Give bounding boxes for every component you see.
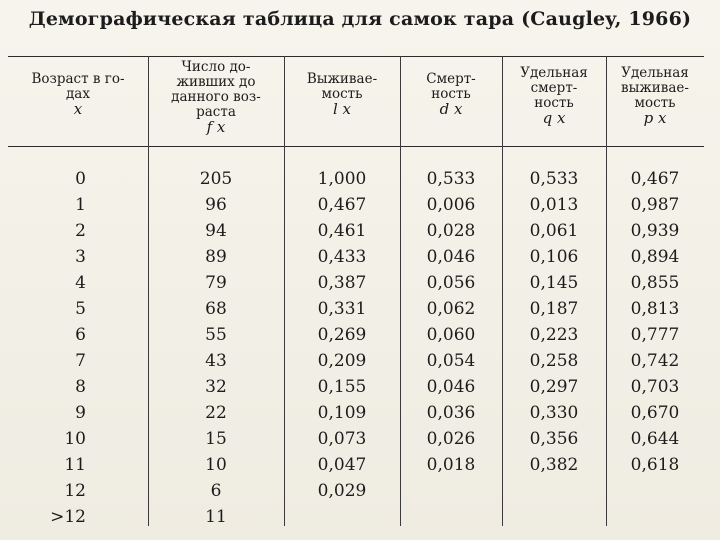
table-cell: 9 xyxy=(75,403,86,423)
table-cell: 0,703 xyxy=(630,377,680,397)
header-rule xyxy=(8,146,704,147)
column-specific-survival xyxy=(606,166,704,478)
header-age: Возраст в го- дах x xyxy=(31,71,125,118)
column-mortality xyxy=(400,166,502,478)
table-cell: 0,056 xyxy=(426,273,476,293)
table-cell: 0,382 xyxy=(529,455,579,475)
table-cell: 0,777 xyxy=(630,325,680,345)
table-cell: 0,330 xyxy=(529,403,579,423)
table-cell: 0,036 xyxy=(426,403,476,423)
table-cell: 15 xyxy=(205,429,227,449)
column-survivorship xyxy=(284,166,400,504)
table-cell: 0,006 xyxy=(426,195,476,215)
table-cell: 0,061 xyxy=(529,221,579,241)
table-cell: 0 xyxy=(75,169,86,189)
table-cell: 1,000 xyxy=(317,169,367,189)
table-cell: 94 xyxy=(205,221,227,241)
table-cell: 7 xyxy=(75,351,86,371)
header-specific-mortality: Удельная смерт- ность q x xyxy=(520,65,588,127)
table-cell: 43 xyxy=(205,351,227,371)
table-cell: 96 xyxy=(205,195,227,215)
table-cell: 0,644 xyxy=(630,429,680,449)
table-cell: 22 xyxy=(205,403,227,423)
table-cell: >12 xyxy=(50,507,86,527)
table-cell: 0,046 xyxy=(426,377,476,397)
table-cell: 0,187 xyxy=(529,299,579,319)
table-cell: 8 xyxy=(75,377,86,397)
table-cell: 0,467 xyxy=(630,169,680,189)
table-cell: 0,939 xyxy=(630,221,680,241)
table-cell: 0,060 xyxy=(426,325,476,345)
table-cell: 0,269 xyxy=(317,325,367,345)
table-cell: 0,331 xyxy=(317,299,367,319)
table-cell: 0,145 xyxy=(529,273,579,293)
table-cell: 0,670 xyxy=(630,403,680,423)
table-cell: 55 xyxy=(205,325,227,345)
table-cell: 0,209 xyxy=(317,351,367,371)
table-cell: 0,047 xyxy=(317,455,367,475)
table-cell: 4 xyxy=(75,273,86,293)
table-title: Демографическая таблица для самок тара (Caugley, 1966) xyxy=(28,8,692,30)
table-cell: 0,046 xyxy=(426,247,476,267)
table-cell: 0,013 xyxy=(529,195,579,215)
header-specific-survival: Удельная выживае- мость p x xyxy=(621,65,689,127)
table-cell: 0,855 xyxy=(630,273,680,293)
table-cell: 6 xyxy=(210,481,222,501)
table-cell: 0,026 xyxy=(426,429,476,449)
table-cell: 32 xyxy=(205,377,227,397)
table-cell: 205 xyxy=(199,169,233,189)
table-cell: 0,433 xyxy=(317,247,367,267)
table-cell: 0,356 xyxy=(529,429,579,449)
column-survivors xyxy=(148,166,284,530)
table-cell: 0,987 xyxy=(630,195,680,215)
column-age xyxy=(8,166,92,530)
table-cell: 0,109 xyxy=(317,403,367,423)
top-rule xyxy=(8,56,704,57)
table-cell: 0,062 xyxy=(426,299,476,319)
table-cell: 2 xyxy=(75,221,86,241)
table-cell: 0,106 xyxy=(529,247,579,267)
table-cell: 0,073 xyxy=(317,429,367,449)
table-cell: 68 xyxy=(205,299,227,319)
table-cell: 0,028 xyxy=(426,221,476,241)
table-cell: 1 xyxy=(75,195,86,215)
table-cell: 0,223 xyxy=(529,325,579,345)
table-cell: 0,155 xyxy=(317,377,367,397)
table-cell: 89 xyxy=(205,247,227,267)
header-mortality: Смерт- ность d x xyxy=(426,71,476,118)
table-cell: 10 xyxy=(64,429,86,449)
table-cell: 0,018 xyxy=(426,455,476,475)
table-cell: 3 xyxy=(75,247,86,267)
table-cell: 0,533 xyxy=(529,169,579,189)
table-cell: 0,813 xyxy=(630,299,680,319)
header-survivorship: Выживае- мость l x xyxy=(306,71,378,118)
column-specific-mortality xyxy=(502,166,606,478)
table-cell: 11 xyxy=(205,507,227,527)
table-cell: 0,742 xyxy=(630,351,680,371)
table-cell: 0,297 xyxy=(529,377,579,397)
table-cell: 5 xyxy=(75,299,86,319)
table-cell: 6 xyxy=(75,325,86,345)
header-survivors: Число до- живших до данного воз- раста f x xyxy=(171,59,261,136)
table-cell: 0,029 xyxy=(317,481,367,501)
table-cell: 0,461 xyxy=(317,221,367,241)
table-cell: 0,618 xyxy=(630,455,680,475)
table-cell: 0,387 xyxy=(317,273,367,293)
table-cell: 0,533 xyxy=(426,169,476,189)
table-cell: 0,258 xyxy=(529,351,579,371)
table-cell: 10 xyxy=(205,455,227,475)
table-cell: 11 xyxy=(64,455,86,475)
table-cell: 0,894 xyxy=(630,247,680,267)
table-cell: 79 xyxy=(205,273,227,293)
table-cell: 12 xyxy=(64,481,86,501)
table-cell: 0,467 xyxy=(317,195,367,215)
table-cell: 0,054 xyxy=(426,351,476,371)
